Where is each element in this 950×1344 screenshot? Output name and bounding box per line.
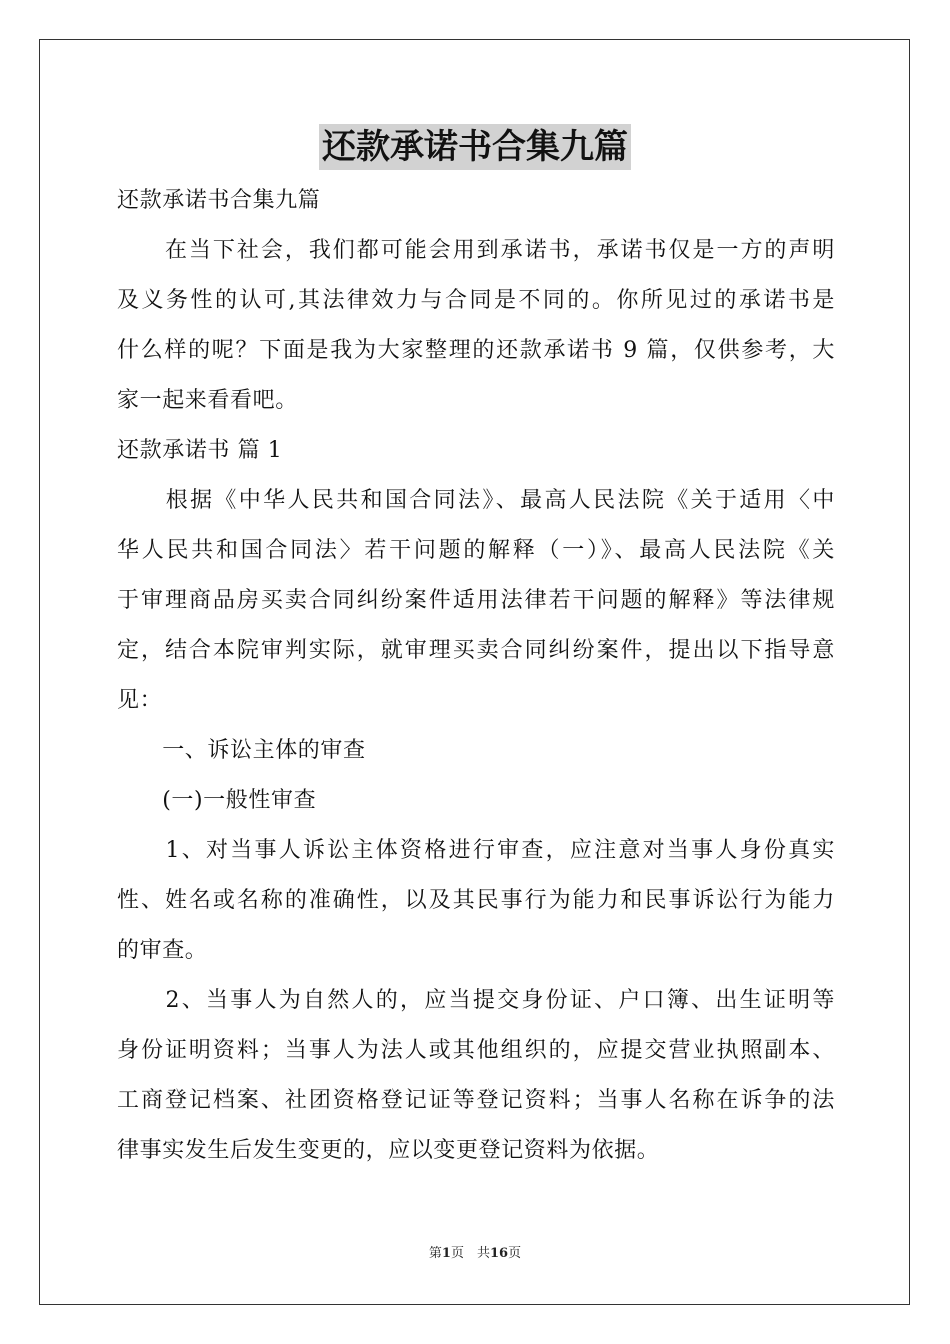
body-line: 见：: [117, 688, 163, 713]
subtitle-line: 还款承诺书合集九篇: [117, 188, 321, 213]
document-body: [117, 176, 835, 1176]
page-footer: [0, 1244, 950, 1264]
footer-total-pages: 16: [489, 1246, 509, 1261]
footer-page-prefix: 第: [428, 1246, 442, 1261]
title-wrap: [0, 124, 950, 170]
clause-subheading: (一)一般性审查: [117, 788, 317, 813]
body-line: 根据《中华人民共和国合同法》、最高人民法院《关于适用〈中: [117, 488, 835, 513]
body-line: 工商登记档案、社团资格登记证等登记资料；当事人名称在诉争的法: [117, 1088, 835, 1113]
body-line: 华人民共和国合同法〉若干问题的解释（一）》、最高人民法院《关: [117, 538, 835, 563]
body-line: 2、当事人为自然人的，应当提交身份证、户口簿、出生证明等: [117, 988, 835, 1013]
body-line: 性、姓名或名称的准确性，以及其民事行为能力和民事诉讼行为能力: [117, 888, 835, 913]
body-line: 定，结合本院审判实际，就审理买卖合同纠纷案件，提出以下指导意: [117, 638, 835, 663]
body-line: 及义务性的认可,其法律效力与合同是不同的。你所见过的承诺书是: [117, 288, 835, 313]
document-title: 还款承诺书合集九篇: [319, 124, 631, 170]
body-line: 在当下社会，我们都可能会用到承诺书，承诺书仅是一方的声明: [117, 238, 835, 263]
footer-page-suffix: 页 共: [450, 1246, 490, 1261]
body-line: 于审理商品房买卖合同纠纷案件适用法律若干问题的解释》等法律规: [117, 588, 835, 613]
body-line: 1、对当事人诉讼主体资格进行审查，应注意对当事人身份真实: [117, 838, 835, 863]
body-line: 律事实发生后发生变更的，应以变更登记资料为依据。: [117, 1138, 660, 1163]
body-line: 什么样的呢？下面是我为大家整理的还款承诺书 9 篇，仅供参考，大: [117, 338, 835, 363]
body-line: 家一起来看看吧。: [117, 388, 298, 413]
footer-page-number: 1: [441, 1246, 451, 1261]
section-heading: 还款承诺书 篇 1: [117, 438, 283, 463]
clause-heading: 一、诉讼主体的审查: [117, 738, 366, 763]
footer-total-suffix: 页: [508, 1246, 522, 1261]
body-line: 身份证明资料；当事人为法人或其他组织的，应提交营业执照副本、: [117, 1038, 835, 1063]
body-line: 的审查。: [117, 938, 208, 963]
